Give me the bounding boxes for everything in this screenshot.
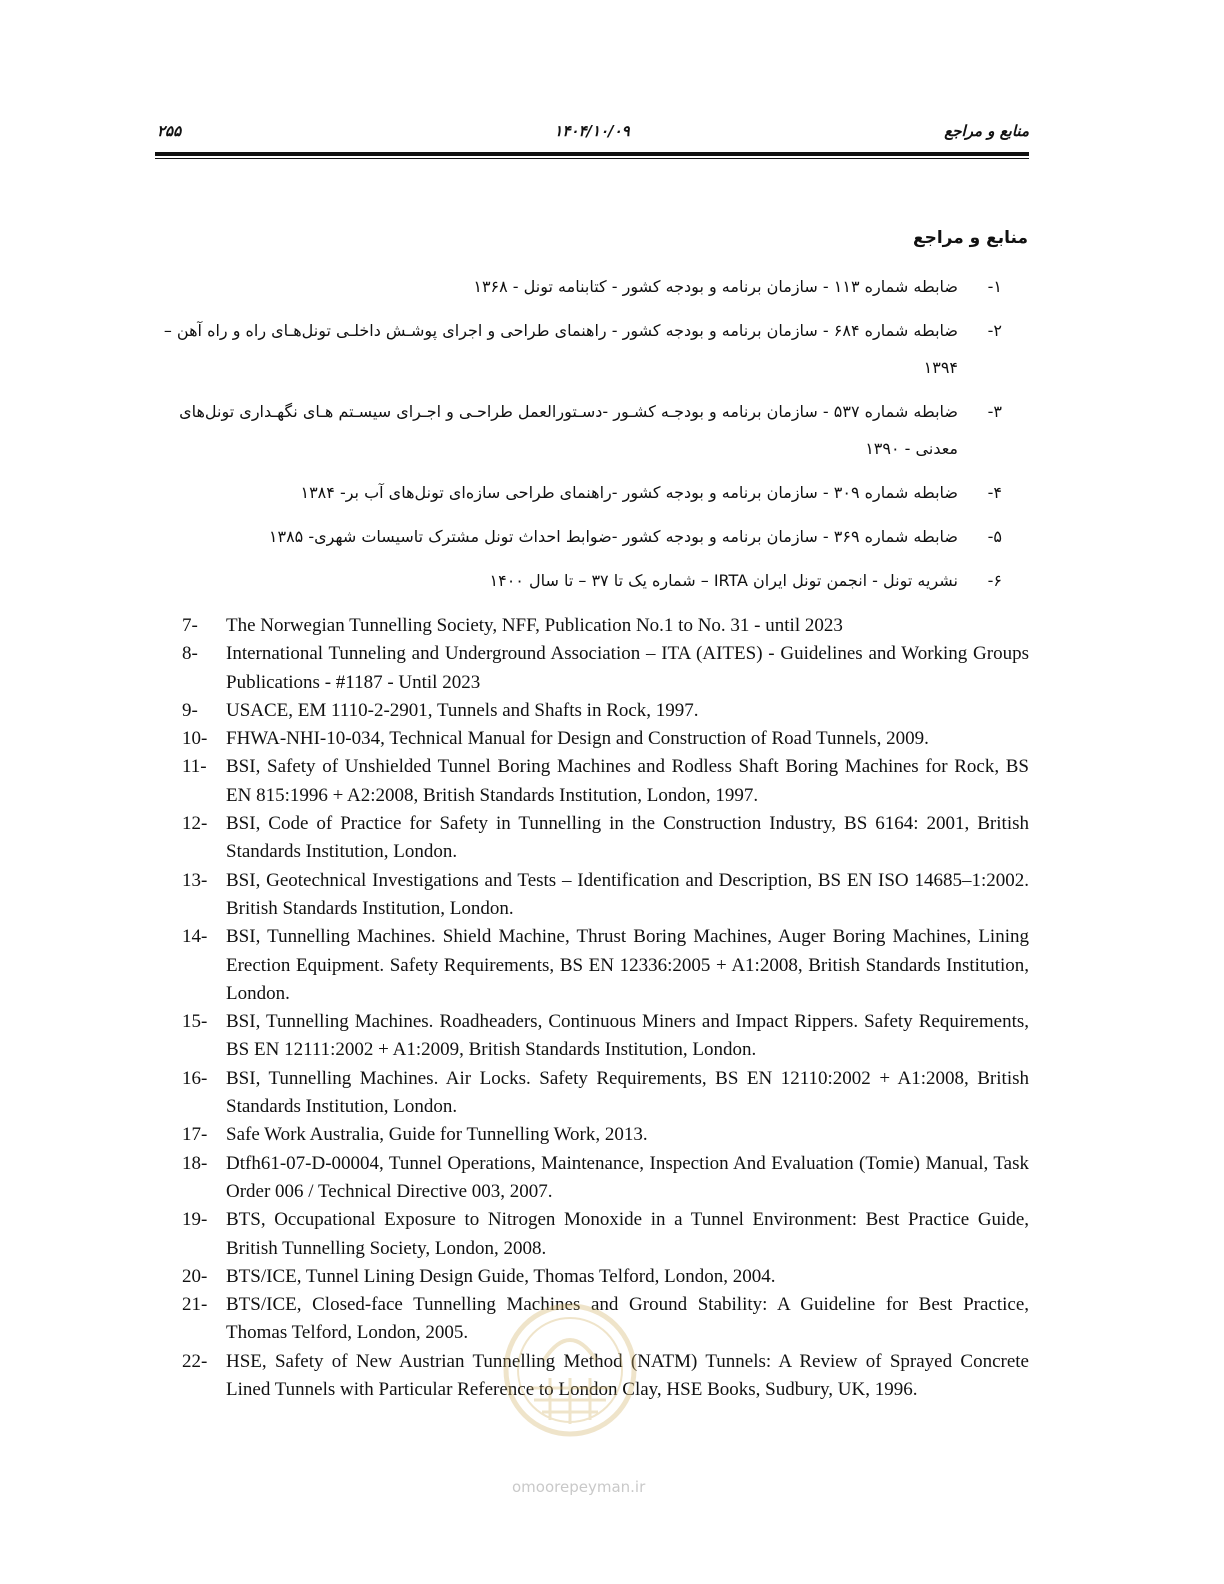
reference-item — [182, 810, 1029, 867]
reference-item — [158, 312, 1028, 386]
page-header — [155, 122, 1029, 144]
reference-item — [182, 1008, 1029, 1065]
reference-item — [158, 474, 1028, 511]
header-section-title: منابع و مراجع — [944, 122, 1029, 140]
reference-item — [182, 1263, 1029, 1291]
reference-item — [158, 393, 1028, 467]
reference-text: BSI, Geotechnical Investigations and Tests – Identification and Description, BS EN ISO 14685–1:2002. British Standards Institution, London. — [226, 869, 1029, 919]
reference-number: 22- — [182, 1350, 208, 1372]
reference-number: ۲- — [987, 321, 1002, 340]
reference-item — [158, 268, 1028, 305]
watermark-seal-icon — [500, 1300, 640, 1440]
reference-number: 19- — [182, 1209, 208, 1231]
reference-item — [182, 1150, 1029, 1207]
reference-item — [182, 640, 1029, 697]
references-title: منابع و مراجع — [912, 228, 1028, 248]
reference-text: The Norwegian Tunnelling Society, NFF, Publication No.1 to No. 31 - until 2023 — [226, 615, 843, 636]
reference-text: ضابطه شماره ۶۸۴ - سازمان برنامه و بودجه کشور - راهنمای طراحی و اجرای پوشـش داخلـی تونل‌هـای راه و راه آهن – ۱۳۹۴ — [163, 321, 958, 377]
reference-text: BSI, Code of Practice for Safety in Tunnelling in the Construction Industry, BS 6164: 2001, British Standards Institution, London. — [226, 813, 1029, 863]
watermark-text: omoorepeyman.ir — [512, 1478, 646, 1496]
reference-item — [182, 612, 1029, 640]
reference-number: 11- — [182, 756, 207, 778]
reference-item — [158, 562, 1028, 599]
reference-item — [158, 518, 1028, 555]
reference-text: International Tunneling and Underground Association – ITA (AITES) - Guidelines and Working Groups Publications - #1187 - Until 2023 — [226, 643, 1029, 693]
english-reference-list — [182, 612, 1029, 1404]
reference-text: BSI, Tunnelling Machines. Air Locks. Safety Requirements, BS EN 12110:2002 + A1:2008, British Standards Institution, London. — [226, 1067, 1029, 1118]
reference-item — [182, 1121, 1029, 1149]
reference-number: ۴- — [987, 483, 1002, 502]
reference-number: 7- — [182, 615, 198, 636]
reference-item — [182, 725, 1029, 753]
reference-item — [182, 923, 1029, 1008]
reference-text: نشریه تونل - انجمن تونل ایران IRTA – شماره یک تا ۳۷ – تا سال ۱۴۰۰ — [489, 571, 958, 590]
header-rule-thick — [155, 152, 1029, 156]
reference-item — [182, 697, 1029, 725]
reference-number: ۳- — [987, 402, 1002, 421]
reference-item — [182, 1206, 1029, 1263]
reference-number: 9- — [182, 699, 198, 721]
reference-item — [182, 1065, 1029, 1122]
reference-number: 20- — [182, 1265, 208, 1287]
reference-number: ۵- — [987, 527, 1002, 546]
reference-text: BTS, Occupational Exposure to Nitrogen Monoxide in a Tunnel Environment: Best Practice Guide, British Tunnelling Society, London, 2008. — [226, 1209, 1029, 1259]
reference-number: 16- — [182, 1067, 208, 1089]
reference-text: USACE, EM 1110-2-2901, Tunnels and Shafts in Rock, 1997. — [226, 699, 699, 721]
reference-text: ضابطه شماره ۵۳۷ - سازمان برنامه و بودجـه کشـور -دسـتورالعمل طراحـی و اجـرای سیسـتم هـای نگهـداری تونل‌های معدنی - ۱۳۹۰ — [179, 402, 958, 458]
persian-reference-list — [158, 268, 1028, 606]
reference-number: 8- — [182, 643, 198, 665]
reference-text: FHWA-NHI-10-034, Technical Manual for Design and Construction of Road Tunnels, 2009. — [226, 728, 929, 750]
reference-number: 13- — [182, 869, 208, 891]
reference-text: HSE, Safety of New Austrian Tunnelling Method (NATM) Tunnels: A Review of Sprayed Concrete Lined Tunnels with Particular Reference to London Clay, HSE Books, Sudbury, UK, 1996. — [226, 1350, 1029, 1401]
page-number: ۲۵۵ — [157, 122, 182, 140]
reference-number: 15- — [182, 1011, 208, 1033]
reference-text: BTS/ICE, Tunnel Lining Design Guide, Thomas Telford, London, 2004. — [226, 1265, 776, 1287]
reference-number: ۶- — [987, 571, 1002, 590]
header-date: ۱۴۰۴/۱۰/۰۹ — [554, 122, 630, 140]
reference-number: 21- — [182, 1294, 208, 1316]
reference-number: 18- — [182, 1152, 208, 1174]
reference-number: 14- — [182, 926, 208, 948]
header-rule-thin — [155, 158, 1029, 159]
reference-text: Safe Work Australia, Guide for Tunnelling Work, 2013. — [226, 1124, 648, 1146]
reference-number: 12- — [182, 813, 208, 835]
reference-number: 10- — [182, 728, 208, 750]
reference-number: 17- — [182, 1124, 208, 1146]
reference-item — [182, 867, 1029, 924]
reference-item — [182, 753, 1029, 810]
reference-text: Dtfh61-07-D-00004, Tunnel Operations, Maintenance, Inspection And Evaluation (Tomie) Manual, Task Order 006 / Technical Directive 003, 2007. — [226, 1152, 1029, 1202]
reference-number: ۱- — [987, 277, 1002, 296]
reference-text: ضابطه شماره ۱۱۳ - سازمان برنامه و بودجه کشور - کتابنامه تونل - ۱۳۶۸ — [473, 277, 958, 296]
reference-text: ضابطه شماره ۳۶۹ - سازمان برنامه و بودجه کشور -ضوابط احداث تونل مشترک تاسیسات شهری- ۱۳۸۵ — [268, 527, 958, 546]
reference-text: BTS/ICE, Closed-face Tunnelling Machines and Ground Stability: A Guideline for Best Practice, Thomas Telford, London, 2005. — [226, 1294, 1029, 1344]
reference-text: BSI, Tunnelling Machines. Shield Machine, Thrust Boring Machines, Auger Boring Machines, Lining Erection Equipment. Safety Requirements, BS EN 12336:2005 + A1:2008, British Standards Institution, London. — [226, 926, 1029, 1004]
reference-text: ضابطه شماره ۳۰۹ - سازمان برنامه و بودجه کشور -راهنمای طراحی سازه‌ای تونل‌های آب بر- ۱۳۸۴ — [300, 483, 958, 502]
reference-text: BSI, Safety of Unshielded Tunnel Boring Machines and Rodless Shaft Boring Machines for Rock, BS EN 815:1996 + A2:2008, British Standards Institution, London, 1997. — [226, 756, 1029, 806]
reference-text: BSI, Tunnelling Machines. Roadheaders, Continuous Miners and Impact Rippers. Safety Requirements, BS EN 12111:2002 + A1:2009, British Standards Institution, London. — [226, 1011, 1029, 1061]
